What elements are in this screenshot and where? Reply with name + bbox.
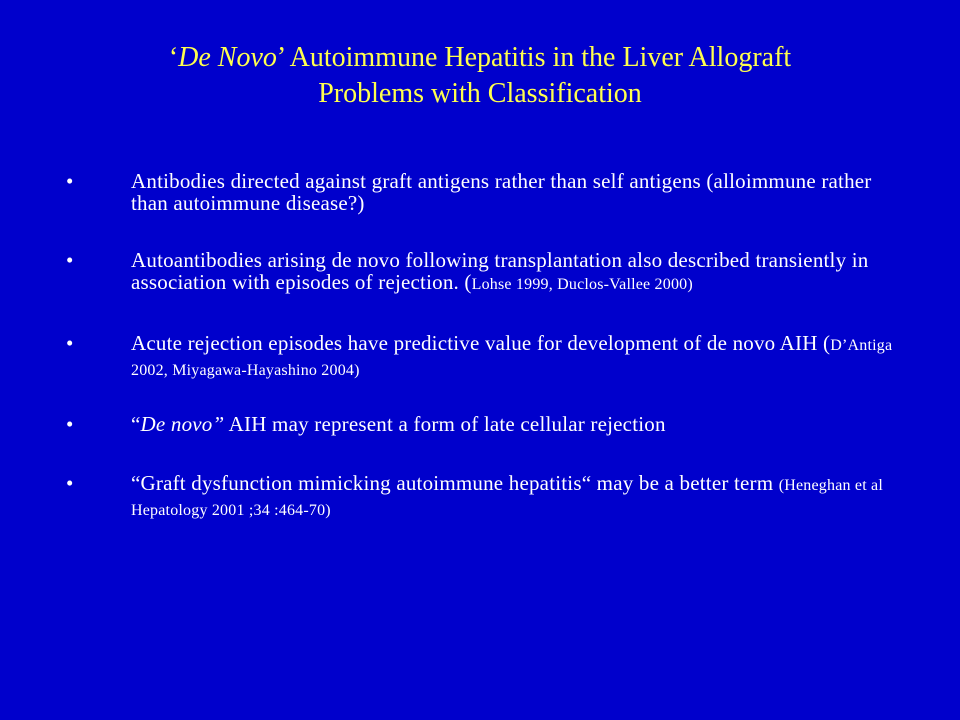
bullet-citation: D’Antiga 2002, Miyagawa-Hayashino 2004)	[131, 337, 893, 379]
bullet-item-1	[0, 170, 960, 214]
bullet-dot: •	[66, 169, 74, 193]
bullet-text: AIH may represent a form of late cellular rejection	[224, 412, 666, 436]
bullet-text: “Graft dysfunction mimicking autoimmune hepatitis“ may be a better term	[131, 471, 779, 495]
title-italic-de-novo: De Novo	[178, 42, 277, 73]
bullet-item-2	[0, 249, 960, 296]
bullet-item-5	[0, 472, 960, 522]
bullet-item-4	[0, 413, 960, 435]
title-open-quote: ‘	[168, 42, 179, 73]
title-line-1	[60, 40, 900, 76]
bullet-dot: •	[66, 471, 74, 495]
bullet-citation: Lohse 1999, Duclos-Vallee 2000)	[471, 276, 693, 293]
title-line-1-rest: ’ Autoimmune Hepatitis in the Liver Allograft	[276, 42, 792, 73]
bullet-dot: •	[66, 412, 74, 436]
bullet-citation: (Heneghan et al Hepatology 2001 ;34 :464-70)	[131, 477, 883, 519]
bullet-item-3	[0, 332, 960, 382]
bullet-list	[0, 170, 960, 557]
slide-title	[60, 40, 900, 112]
bullet-text: Acute rejection episodes have predictive value for development of de novo AIH (	[131, 331, 831, 355]
title-line-2: Problems with Classification	[318, 78, 642, 109]
bullet-dot: •	[66, 331, 74, 355]
bullet-open-quote: “	[131, 412, 141, 436]
bullet-text: Antibodies directed against graft antigens rather than self antigens (alloimmune rather than autoimmune disease?)	[131, 169, 872, 215]
bullet-italic-de-novo: De novo”	[140, 412, 225, 436]
bullet-dot: •	[66, 248, 74, 272]
bullet-text: Autoantibodies arising de novo following transplantation also described transiently in association with episodes of rejection. (	[131, 248, 869, 294]
